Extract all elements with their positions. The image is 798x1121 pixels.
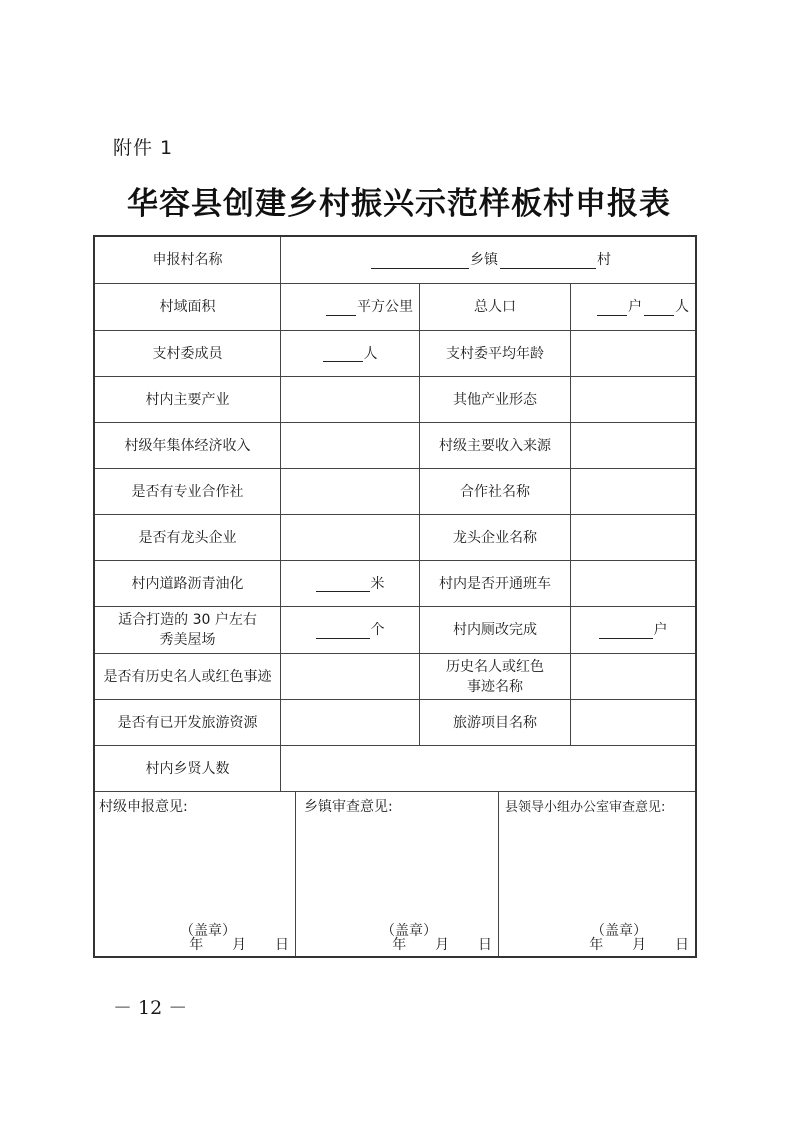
label-committee: 支村委成员 bbox=[95, 331, 281, 376]
label-talent: 村内乡贤人数 bbox=[95, 746, 281, 791]
household-unit: 户 bbox=[628, 299, 642, 315]
area-blank[interactable] bbox=[326, 299, 356, 316]
field-village-name[interactable] bbox=[281, 237, 695, 283]
label-history-name-line1: 历史名人或红色 bbox=[446, 658, 544, 675]
table-row-tourism bbox=[95, 700, 695, 746]
attachment-label: 附件 1 bbox=[113, 137, 174, 159]
road-unit: 米 bbox=[370, 575, 385, 592]
day-label: 日 bbox=[478, 937, 492, 953]
field-committee[interactable] bbox=[281, 331, 420, 376]
field-tourism-name[interactable] bbox=[571, 700, 695, 745]
table-row-coop bbox=[95, 469, 695, 515]
label-avg-age: 支村委平均年龄 bbox=[420, 331, 571, 376]
label-history-name bbox=[420, 654, 571, 699]
field-population[interactable] bbox=[571, 284, 695, 330]
table-row-income bbox=[95, 423, 695, 469]
opinion-town[interactable] bbox=[296, 792, 499, 956]
opinion-town-date bbox=[392, 934, 492, 954]
label-enterprise-name: 龙头企业名称 bbox=[420, 515, 571, 560]
label-industry: 村内主要产业 bbox=[95, 377, 281, 422]
month-label: 月 bbox=[435, 937, 450, 953]
field-avg-age[interactable] bbox=[571, 331, 695, 376]
field-area[interactable] bbox=[281, 284, 420, 330]
area-unit: 平方公里 bbox=[357, 299, 413, 315]
road-blank[interactable] bbox=[316, 575, 370, 592]
label-village-name: 申报村名称 bbox=[95, 237, 281, 283]
label-history-name-line2: 事迹名称 bbox=[467, 678, 523, 695]
field-tourism[interactable] bbox=[281, 700, 420, 745]
day-label: 日 bbox=[675, 937, 689, 953]
label-houses-line1: 适合打造的 30 户左右 bbox=[118, 612, 257, 628]
year-label: 年 bbox=[589, 937, 604, 953]
household-blank[interactable] bbox=[597, 299, 627, 316]
table-row-village-name bbox=[95, 237, 695, 284]
opinion-section bbox=[95, 792, 695, 956]
label-bus: 村内是否开通班车 bbox=[420, 561, 571, 606]
opinion-county[interactable] bbox=[499, 792, 695, 956]
label-road: 村内道路沥青油化 bbox=[95, 561, 281, 606]
village-suffix: 村 bbox=[597, 252, 611, 268]
field-toilet[interactable] bbox=[571, 607, 695, 653]
year-label: 年 bbox=[189, 937, 204, 953]
opinion-county-seal: （盖章） bbox=[591, 923, 647, 939]
year-label: 年 bbox=[392, 937, 407, 953]
field-income-source[interactable] bbox=[571, 423, 695, 468]
label-coop: 是否有专业合作社 bbox=[95, 469, 281, 514]
table-row-road bbox=[95, 561, 695, 607]
field-history[interactable] bbox=[281, 654, 420, 699]
committee-unit: 人 bbox=[363, 345, 378, 362]
field-enterprise-name[interactable] bbox=[571, 515, 695, 560]
label-income-source: 村级主要收入来源 bbox=[420, 423, 571, 468]
label-other-industry: 其他产业形态 bbox=[420, 377, 571, 422]
field-enterprise[interactable] bbox=[281, 515, 420, 560]
label-houses-line2: 秀美屋场 bbox=[159, 632, 216, 648]
label-tourism-name: 旅游项目名称 bbox=[420, 700, 571, 745]
person-unit: 人 bbox=[675, 299, 689, 315]
label-toilet: 村内厕改完成 bbox=[420, 607, 571, 653]
field-coop[interactable] bbox=[281, 469, 420, 514]
field-coop-name[interactable] bbox=[571, 469, 695, 514]
table-row-talent bbox=[95, 746, 695, 792]
day-label: 日 bbox=[275, 937, 289, 953]
table-row-enterprise bbox=[95, 515, 695, 561]
field-bus[interactable] bbox=[571, 561, 695, 606]
town-blank[interactable] bbox=[371, 252, 469, 269]
field-talent[interactable] bbox=[281, 746, 695, 791]
village-blank[interactable] bbox=[500, 252, 596, 269]
field-houses[interactable] bbox=[281, 607, 420, 653]
toilet-unit: 户 bbox=[653, 622, 668, 638]
table-row-history bbox=[95, 654, 695, 700]
opinion-village[interactable] bbox=[95, 792, 296, 956]
houses-unit: 个 bbox=[370, 622, 385, 638]
table-row-industry bbox=[95, 377, 695, 423]
label-history: 是否有历史名人或红色事迹 bbox=[95, 654, 281, 699]
field-income[interactable] bbox=[281, 423, 420, 468]
opinion-town-seal: （盖章） bbox=[381, 923, 437, 939]
application-form-table bbox=[93, 235, 697, 958]
table-row-area bbox=[95, 284, 695, 331]
opinion-village-seal: （盖章） bbox=[180, 923, 236, 939]
committee-blank[interactable] bbox=[323, 345, 363, 362]
page-number: － 12 － bbox=[113, 997, 188, 1019]
label-houses bbox=[95, 607, 281, 653]
opinion-county-label: 县领导小组办公室审查意见: bbox=[505, 800, 666, 815]
table-row-houses bbox=[95, 607, 695, 654]
town-suffix: 乡镇 bbox=[470, 252, 498, 268]
field-road[interactable] bbox=[281, 561, 420, 606]
page-title: 华容县创建乡村振兴示范样板村申报表 bbox=[127, 186, 671, 222]
month-label: 月 bbox=[232, 937, 247, 953]
label-enterprise: 是否有龙头企业 bbox=[95, 515, 281, 560]
houses-blank[interactable] bbox=[316, 622, 370, 639]
person-blank[interactable] bbox=[644, 299, 674, 316]
label-tourism: 是否有已开发旅游资源 bbox=[95, 700, 281, 745]
field-history-name[interactable] bbox=[571, 654, 695, 699]
opinion-town-label: 乡镇审查意见: bbox=[304, 799, 393, 815]
table-row-committee bbox=[95, 331, 695, 377]
month-label: 月 bbox=[632, 937, 647, 953]
opinion-village-date bbox=[189, 934, 289, 954]
label-area: 村域面积 bbox=[95, 284, 281, 330]
label-population: 总人口 bbox=[420, 284, 571, 330]
toilet-blank[interactable] bbox=[599, 622, 653, 639]
opinion-county-date bbox=[589, 934, 689, 954]
opinion-village-label: 村级申报意见: bbox=[99, 799, 188, 815]
label-coop-name: 合作社名称 bbox=[420, 469, 571, 514]
field-industry[interactable] bbox=[281, 377, 420, 422]
label-income: 村级年集体经济收入 bbox=[95, 423, 281, 468]
field-other-industry[interactable] bbox=[571, 377, 695, 422]
